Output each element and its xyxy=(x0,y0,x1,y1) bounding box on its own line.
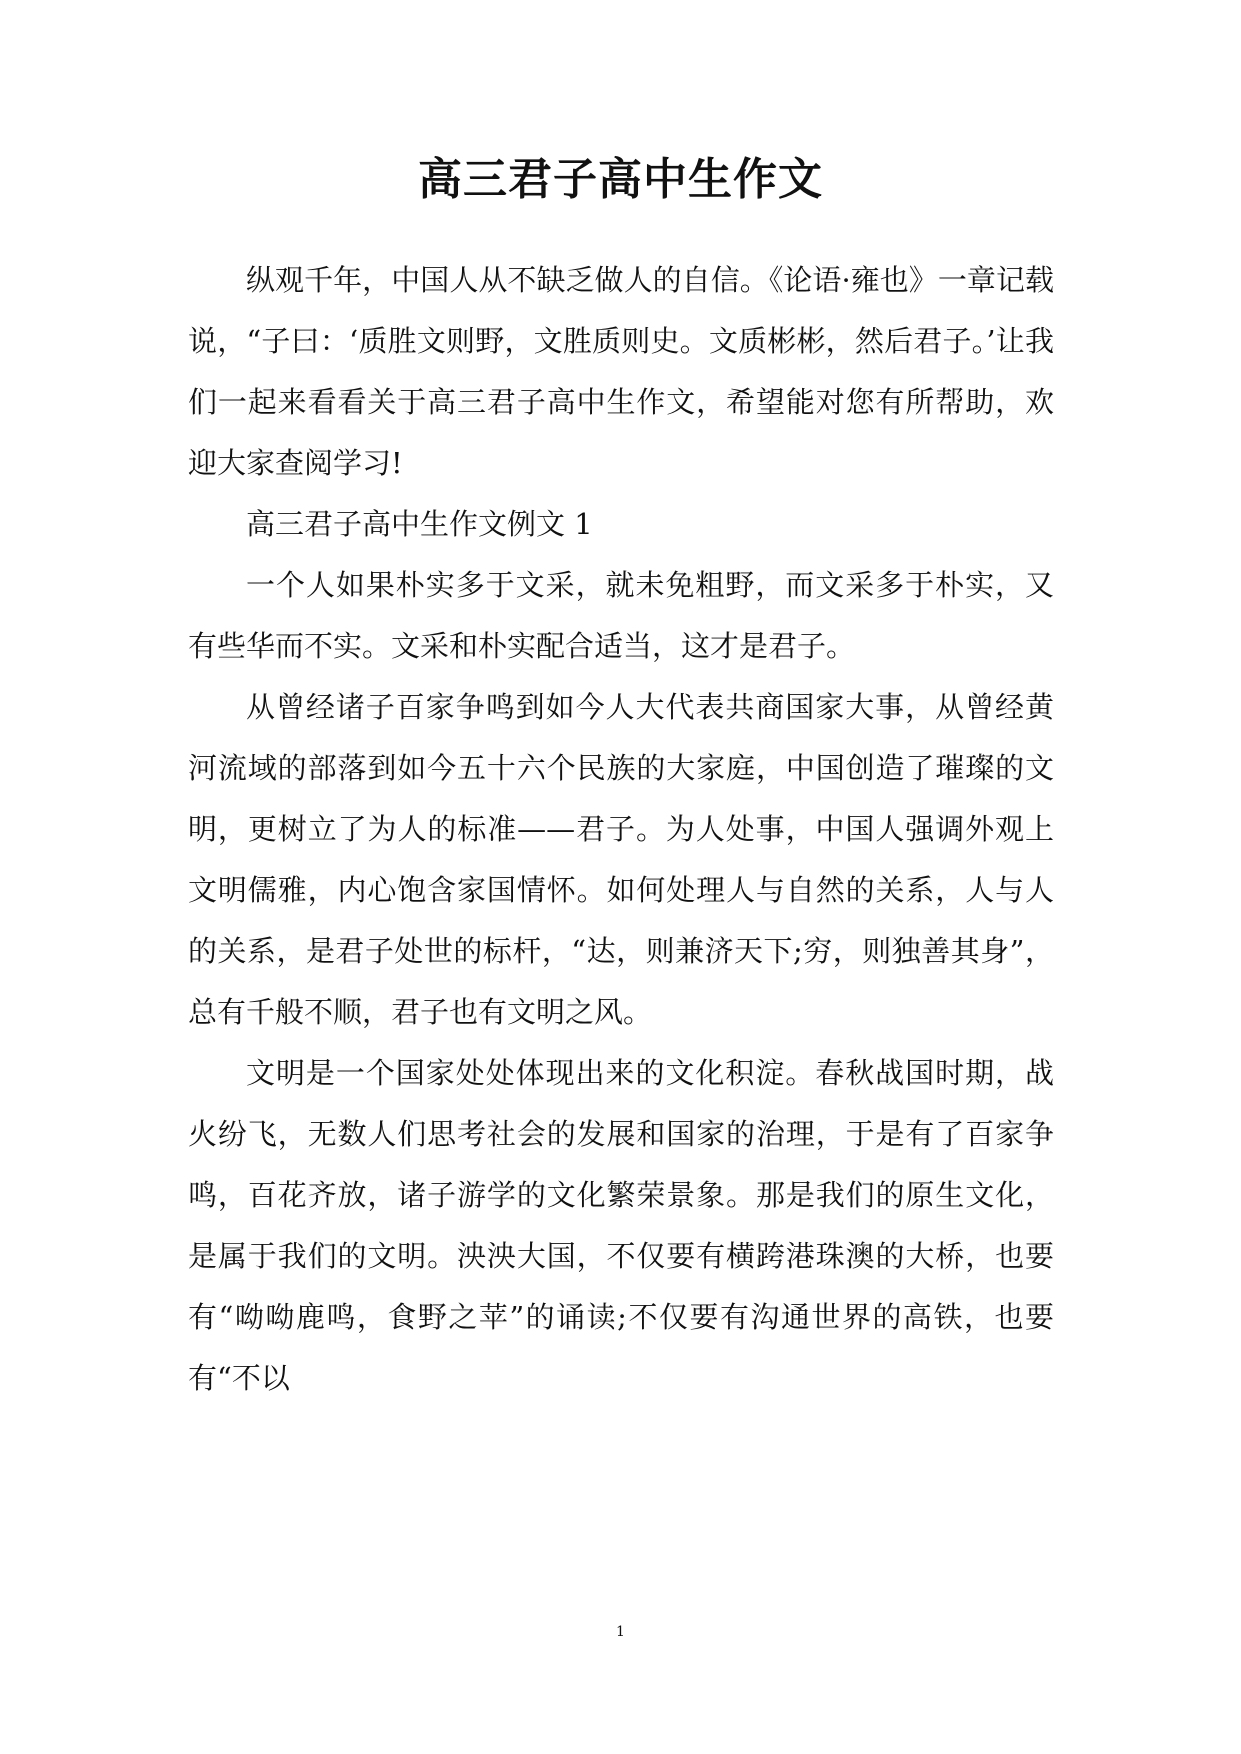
paragraph-example-heading: 高三君子高中生作文例文 1 xyxy=(246,507,593,541)
document-title: 高三君子高中生作文 xyxy=(418,154,823,205)
paragraph-2: 从曾经诸子百家争鸣到如今人大代表共商国家大事，从曾经黄河流域的部落到如今五十六个民族的大家庭，中国创造了璀璨的文明，更树立了为人的标准——君子。为人处事，中国人强调外观上文明儒雅，内心饱含家国情怀。如何处理人与自然的关系，人与人的关系，是君子处世的标杆，“达，则兼济天下;穷，则独善其身”，总有千般不顺，君子也有文明之风。 xyxy=(188,690,1054,1029)
page-number: 1 xyxy=(616,1624,625,1640)
document-body xyxy=(188,250,1054,1409)
paragraph-3: 文明是一个国家处处体现出来的文化积淀。春秋战国时期，战火纷飞，无数人们思考社会的发展和国家的治理，于是有了百家争鸣，百花齐放，诸子游学的文化繁荣景象。那是我们的原生文化，是属于我们的文明。泱泱大国，不仅要有横跨港珠澳的大桥，也要有“呦呦鹿鸣，食野之苹”的诵读;不仅要有沟通世界的高铁，也要有“不以 xyxy=(188,1056,1054,1395)
paragraph-intro: 纵观千年，中国人从不缺乏做人的自信。《论语·雍也》一章记载说，“子曰：‘质胜文则野，文胜质则史。文质彬彬，然后君子。’让我们一起来看看关于高三君子高中生作文，希望能对您有所帮助，欢迎大家查阅学习! xyxy=(188,263,1054,480)
paragraph-1: 一个人如果朴实多于文采，就未免粗野，而文采多于朴实，又有些华而不实。文采和朴实配合适当，这才是君子。 xyxy=(188,568,1054,663)
